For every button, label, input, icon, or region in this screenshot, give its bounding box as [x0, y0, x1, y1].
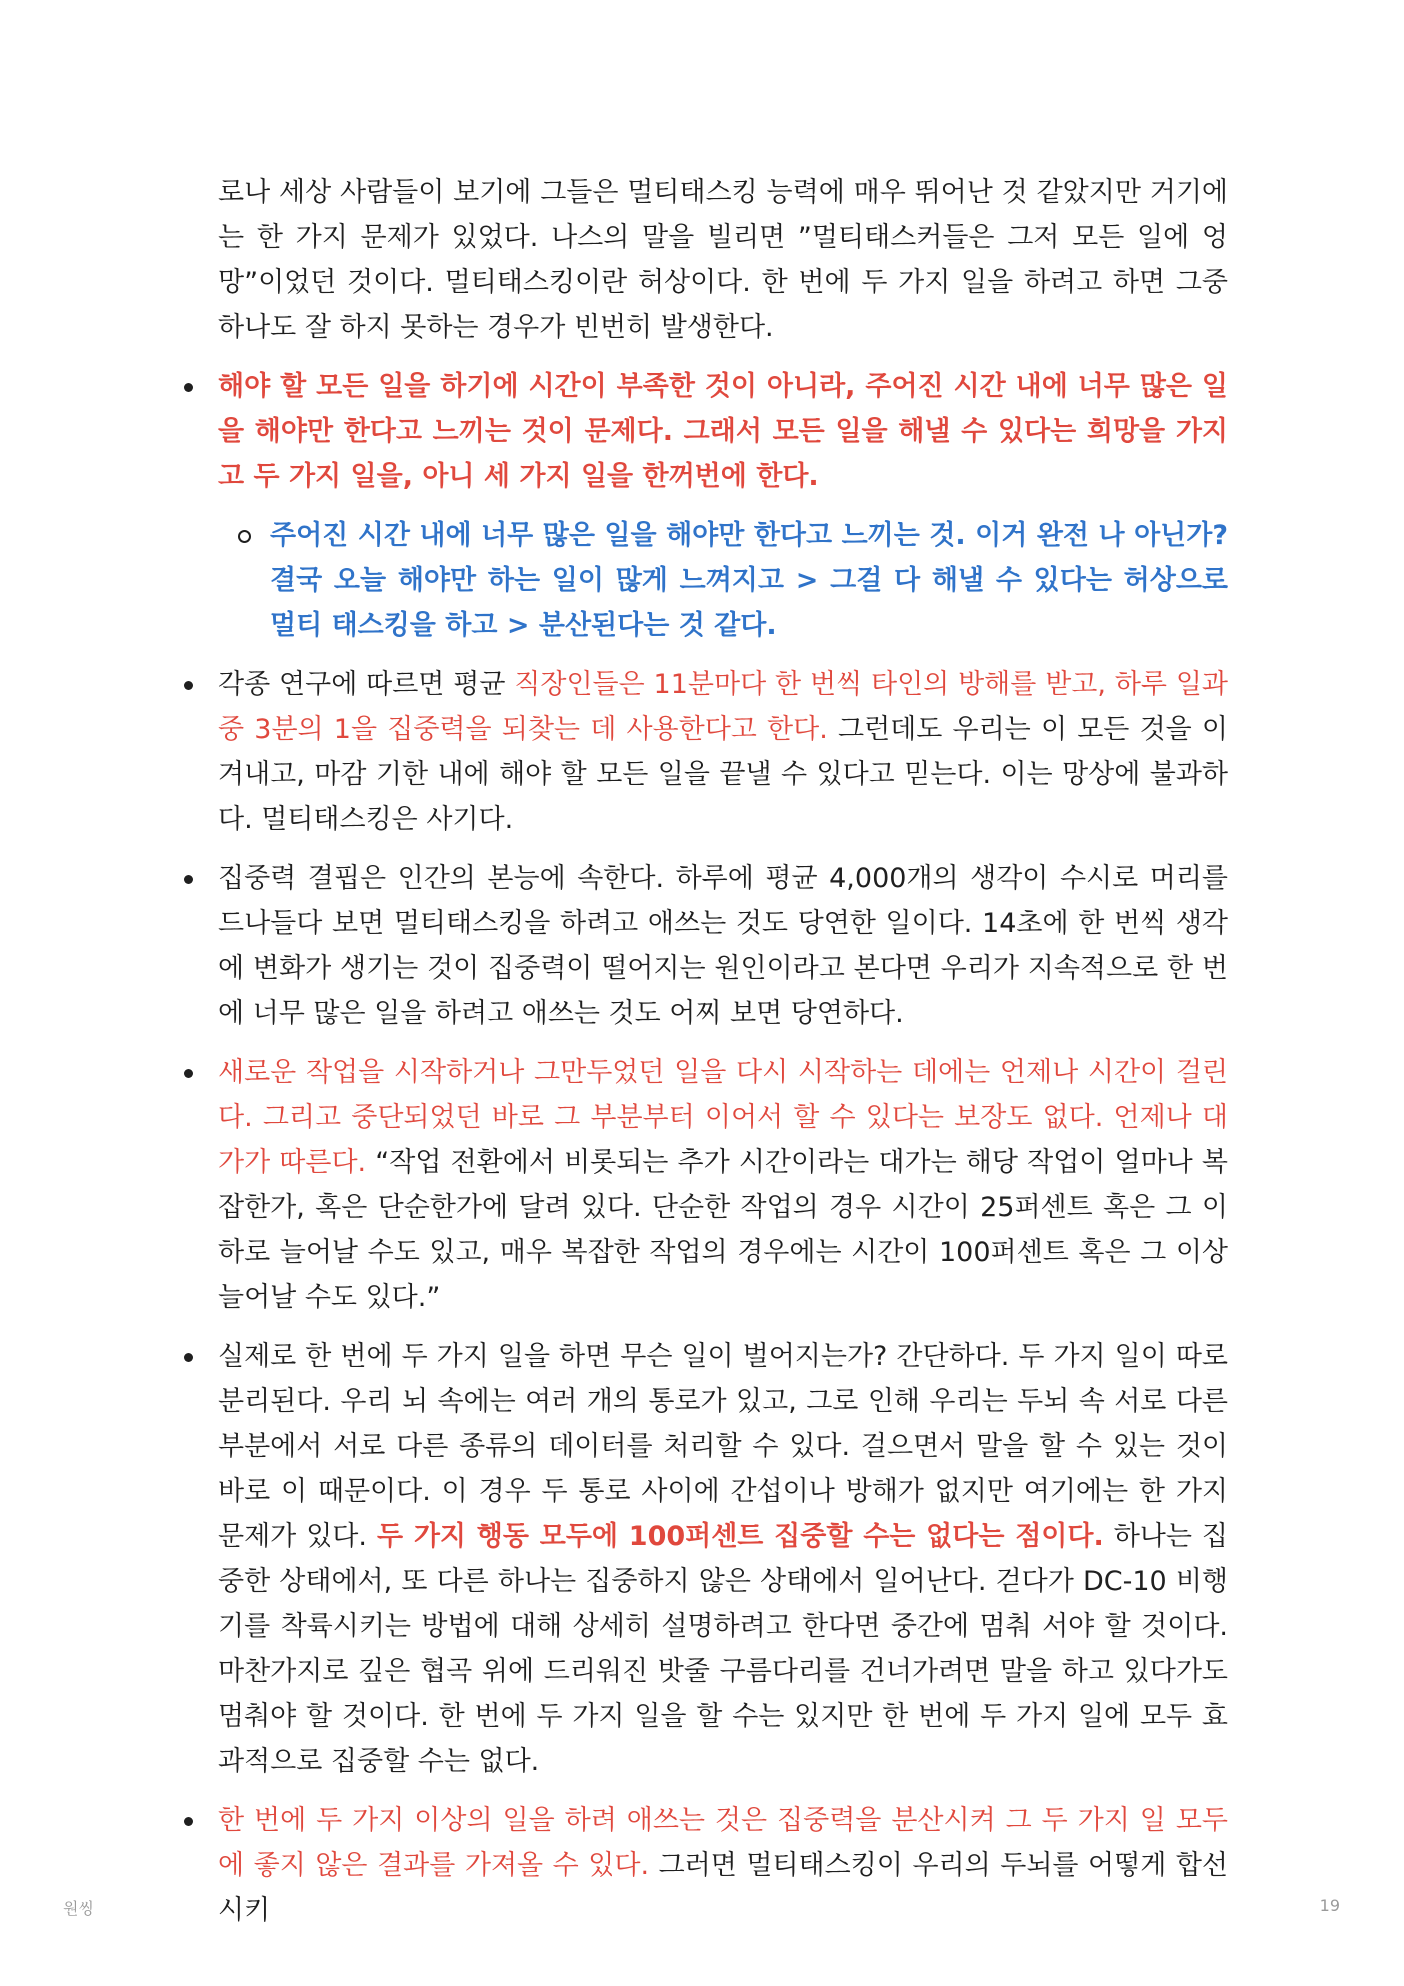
bullet-dot-icon	[184, 875, 193, 884]
bullet-item-6	[218, 1798, 1228, 1933]
bullet-item-1	[218, 364, 1228, 499]
bullet-item-3	[218, 856, 1228, 1036]
bullet-dot-icon	[184, 383, 193, 392]
body-text: 그런데도 우리는 이 모든 것을 이겨내고, 마감 기한 내에 해야 할 모든 일을 끝낼 수 있다고 믿는다. 이는 망상에 불과하다. 멀티태스킹은 사기다.	[218, 714, 1229, 835]
footer-book-title: 원씽	[63, 1899, 94, 1918]
highlight-text: 새로운 작업을 시작하거나 그만두었던 일을 다시 시작하는 데에는 언제나 시간이 걸린다. 그리고 중단되었던 바로 그 부분부터 이어서 할 수 있다는 보장도 없다. 언제나 대가가 따른다.	[218, 1057, 1228, 1178]
body-text: 하나는 집중한 상태에서, 또 다른 하나는 집중하지 않은 상태에서 일어난다. 걷다가 DC-10 비행기를 착륙시키는 방법에 대해 상세히 설명하려고 한다면 중간에 멈춰 서야 할 것이다. 마찬가지로 깊은 협곡 위에 드리워진 밧줄 구름다리를 건너가려면 말을 하고 있다가도 멈춰야 할 것이다. 한 번에 두 가지 일을 할 수는 있지만 한 번에 두 가지 일에 모두 효과적으로 집중할 수는 없다.	[218, 1521, 1228, 1777]
bullet-dot-icon	[184, 1817, 193, 1826]
bullet-dot-icon	[184, 1069, 193, 1078]
body-text: 실제로 한 번에 두 가지 일을 하면 무슨 일이 벌어지는가? 간단하다. 두 가지 일이 따로 분리된다. 우리 뇌 속에는 여러 개의 통로가 있고, 그로 인해 우리는 두뇌 속 서로 다른 부분에서 서로 다른 종류의 데이터를 처리할 수 있다. 걸으면서 말을 할 수 있는 것이 바로 이 때문이다. 이 경우 두 통로 사이에 간섭이나 방해가 없지만 여기에는 한 가지 문제가 있다.	[218, 1341, 1228, 1552]
page-body	[218, 170, 1228, 1947]
hollow-bullet-icon	[238, 530, 251, 543]
note-text: 주어진 시간 내에 너무 많은 일을 해야만 한다고 느끼는 것. 이거 완전 나 아닌가? 결국 오늘 해야만 하는 일이 많게 느껴지고 > 그걸 다 해낼 수 있다는 허상으로 멀티 태스킹을 하고 > 분산된다는 것 같다.	[270, 520, 1228, 641]
highlight-text: 두 가지 행동 모두에 100퍼센트 집중할 수는 없다는 점이다.	[376, 1521, 1104, 1552]
bullet-dot-icon	[184, 1353, 193, 1362]
bullet-item-2	[218, 662, 1228, 842]
body-text: 그러면 멀티태스킹이 우리의 두뇌를 어떻게 합선시키	[218, 1850, 1228, 1926]
body-text: 집중력 결핍은 인간의 본능에 속한다. 하루에 평균 4,000개의 생각이 수시로 머리를 드나들다 보면 멀티태스킹을 하려고 애쓰는 것도 당연한 일이다. 14초에 한 번씩 생각에 변화가 생기는 것이 집중력이 떨어지는 원인이라고 본다면 우리가 지속적으로 한 번에 너무 많은 일을 하려고 애쓰는 것도 어찌 보면 당연하다.	[218, 863, 1228, 1029]
highlight-text: 해야 할 모든 일을 하기에 시간이 부족한 것이 아니라, 주어진 시간 내에 너무 많은 일을 해야만 한다고 느끼는 것이 문제다. 그래서 모든 일을 해낼 수 있다는 희망을 가지고 두 가지 일을, 아니 세 가지 일을 한꺼번에 한다.	[218, 371, 1228, 492]
intro-paragraph: 로나 세상 사람들이 보기에 그들은 멀티태스킹 능력에 매우 뛰어난 것 같았지만 거기에는 한 가지 문제가 있었다. 나스의 말을 빌리면 ”멀티태스커들은 그저 모든 일에 엉망”이었던 것이다. 멀티태스킹이란 허상이다. 한 번에 두 가지 일을 하려고 하면 그중 하나도 잘 하지 못하는 경우가 빈번히 발생한다.	[218, 177, 1228, 343]
highlight-text: 직장인들은 11분마다 한 번씩 타인의 방해를 받고, 하루 일과 중 3분의 1을 집중력을 되찾는 데 사용한다고 한다.	[218, 669, 1229, 745]
page-number: 19	[1319, 1896, 1340, 1915]
highlight-text: 한 번에 두 가지 이상의 일을 하려 애쓰는 것은 집중력을 분산시켜 그 두 가지 일 모두에 좋지 않은 결과를 가져올 수 있다.	[218, 1805, 1228, 1881]
sub-bullet-note	[270, 513, 1228, 648]
body-text: “작업 전환에서 비롯되는 추가 시간이라는 대가는 해당 작업이 얼마나 복잡한가, 혹은 단순한가에 달려 있다. 단순한 작업의 경우 시간이 25퍼센트 혹은 그 이하로 늘어날 수도 있고, 매우 복잡한 작업의 경우에는 시간이 100퍼센트 혹은 그 이상 늘어날 수도 있다.”	[218, 1147, 1228, 1313]
bullet-item-4	[218, 1050, 1228, 1320]
bullet-item-5	[218, 1334, 1228, 1784]
bullet-dot-icon	[184, 681, 193, 690]
body-text: 각종 연구에 따르면 평균	[218, 669, 515, 700]
